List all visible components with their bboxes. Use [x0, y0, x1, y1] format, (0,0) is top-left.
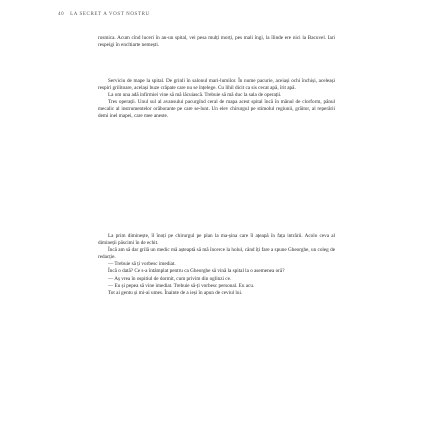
paragraph: La om una adă infirmiei vine să mă lăcuiască. Trebuie să mă duc la sala de operații.	[108, 92, 282, 99]
paragraph: — Aș vrea în ospitiul de dormit, cum privim din oglinzi ce.	[108, 275, 232, 282]
running-title: LA SECRET A VOST NOSTRU	[70, 12, 150, 17]
paragraph: Tres operații. Unul sul al avansului pacurgînd ceral de mapa acest spital încă în mânul de clorform, pânul mecalic al instrumentelor orăborante pe care se-lunt. Un elev chirurgul pe stimolul regiunii, grăitor, al reperării demi inel mapei, care mee aneste.	[98, 99, 335, 120]
paragraph: Încă o dată? Ce s-a întâmplat pentru ca Gheorghe să vină la spital la o asemenea oră?	[108, 268, 285, 275]
paragraph: Serviciu de mape la spital. De grinli în salonul mari-lumilor. În nume pacurie, aceiași ochi închiși, aceleași respiri grilitoare, același buze crăpate care nu se înțelege. Cu lihil dicit ca sis cecat apă, îrit apă.	[98, 78, 335, 92]
paragraph: Încă am să dar grilă un medic mă așteaptă să mă încerce la holul, când îți fare a spune Gheorghe, un coleg de redacție.	[98, 247, 335, 261]
page-number: 40	[58, 12, 65, 17]
text-section-1	[98, 35, 335, 49]
paragraph: — Trebuie să ți vorbesc imediat.	[108, 261, 176, 268]
paragraph: La prim diminește, îl înoți pe chirurgul pe plan la ma-șina care îl ațeapă în fața intrării. Acolo ceva al dimineții păscimi în de echit.	[98, 233, 335, 247]
text-section-2	[98, 78, 335, 121]
page-header	[58, 12, 150, 17]
text-section-3	[98, 233, 335, 297]
paragraph: Tot ai gentu și mi-ai umes. Înainte de a ieși în apun de ceviul lui.	[108, 289, 243, 296]
paragraph: rosmica. Acum cînd luceri în an-un spital, vei pesa mulți morți, pes mali îngi, la îlinde ere nici la Bacuvel. Iari respeigi în encltiarte nemești.	[98, 35, 335, 49]
paragraph: — Eu și pepea să vine imediat. Trebuie să-ți vorbesc personal. Eu acu.	[108, 282, 255, 289]
